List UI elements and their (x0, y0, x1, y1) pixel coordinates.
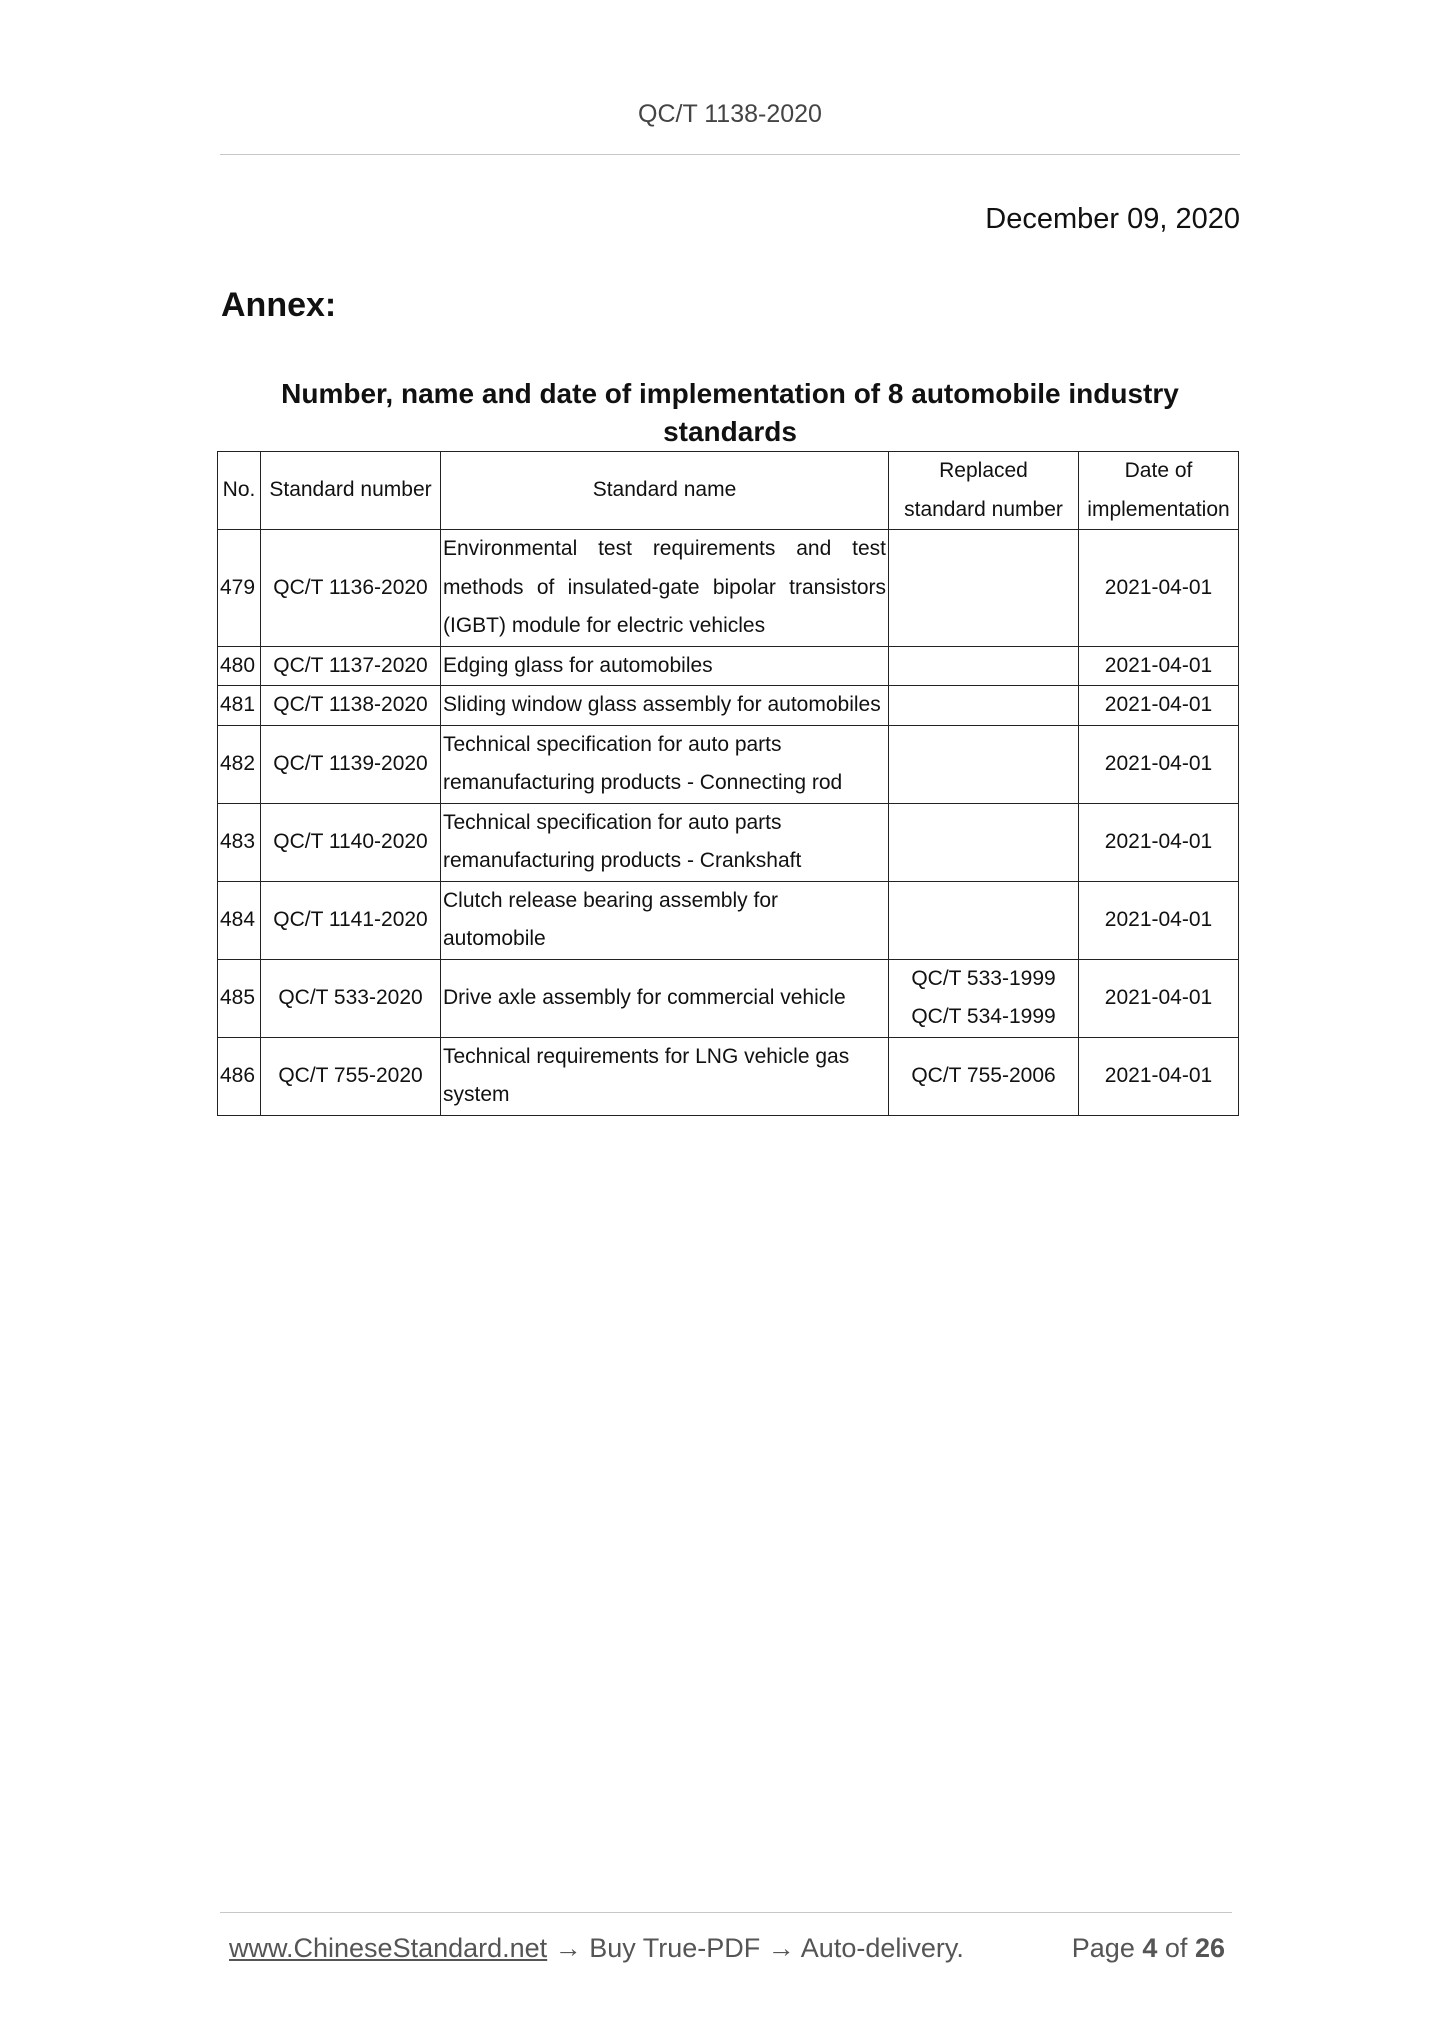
row-standard-number-cell: QC/T 1139-2020 (261, 725, 441, 803)
arrow-right-icon: → (554, 1933, 582, 1963)
row-standard-number-cell: QC/T 1138-2020 (261, 686, 441, 726)
header-standard-number: Standard number (261, 452, 441, 530)
page-indicator (1072, 1933, 1225, 1964)
row-standard-number-cell: QC/T 1136-2020 (261, 530, 441, 647)
replaced-standard-number: QC/T 534-1999 (911, 1005, 1056, 1028)
row-standard-number-cell: QC/T 1140-2020 (261, 803, 441, 881)
table-row (218, 646, 1239, 686)
replaced-standard-number: QC/T 533-1999 (911, 966, 1056, 990)
row-implementation-date-cell: 2021-04-01 (1079, 803, 1239, 881)
page-prefix: Page (1071, 1933, 1135, 1963)
row-standard-name-cell: Technical requirements for LNG vehicle gas system (441, 1037, 889, 1115)
row-no-cell: 485 (218, 959, 261, 1037)
row-implementation-date-cell: 2021-04-01 (1079, 530, 1239, 647)
document-code-header: QC/T 1138-2020 (638, 100, 822, 128)
row-standard-name-cell: Drive axle assembly for commercial vehicle (441, 959, 889, 1037)
row-replaced-standard-cell (889, 686, 1079, 726)
table-row (218, 959, 1239, 1037)
table-title: Number, name and date of implementation of 8 automobile industry standards (281, 378, 1179, 447)
row-replaced-standard-cell (889, 959, 1079, 1037)
row-replaced-standard-cell (889, 881, 1079, 959)
row-standard-name-cell: Technical specification for auto parts remanufacturing products - Crankshaft (441, 803, 889, 881)
page-of: of (1164, 1933, 1188, 1963)
row-standard-number-cell: QC/T 1137-2020 (261, 646, 441, 686)
row-implementation-date-cell: 2021-04-01 (1079, 881, 1239, 959)
table-row (218, 803, 1239, 881)
row-standard-number-cell: QC/T 533-2020 (261, 959, 441, 1037)
site-link[interactable]: www.ChineseStandard.net (229, 1933, 548, 1963)
replaced-standard-number: QC/T 755-2006 (911, 1063, 1056, 1087)
footer-divider (220, 1912, 1232, 1913)
page-current: 4 (1142, 1933, 1158, 1963)
row-replaced-standard-cell (889, 530, 1079, 647)
page-total: 26 (1194, 1933, 1225, 1963)
table-row (218, 530, 1239, 647)
row-no-cell: 480 (218, 646, 261, 686)
row-no-cell: 482 (218, 725, 261, 803)
header-replaced-line2: standard number (904, 497, 1063, 521)
header-replaced-line1: Replaced (939, 459, 1028, 482)
row-standard-name-cell: Edging glass for automobiles (441, 646, 889, 686)
table-row (218, 725, 1239, 803)
row-standard-name-cell: Technical specification for auto parts remanufacturing products - Connecting rod (441, 725, 889, 803)
buy-pdf-text: Buy True-PDF (589, 1933, 761, 1963)
publication-date: December 09, 2020 (985, 203, 1240, 235)
header-replaced-standard-number (889, 452, 1079, 530)
row-implementation-date-cell: 2021-04-01 (1079, 725, 1239, 803)
row-no-cell: 483 (218, 803, 261, 881)
table-body (218, 530, 1239, 1116)
table-row (218, 1037, 1239, 1115)
auto-delivery-text: Auto-delivery. (800, 1933, 964, 1963)
row-standard-number-cell: QC/T 1141-2020 (261, 881, 441, 959)
annex-heading: Annex: (221, 286, 337, 324)
header-no: No. (218, 452, 261, 530)
table-row (218, 686, 1239, 726)
row-implementation-date-cell: 2021-04-01 (1079, 686, 1239, 726)
row-no-cell: 481 (218, 686, 261, 726)
header-divider (220, 154, 1240, 155)
row-standard-number-cell: QC/T 755-2020 (261, 1037, 441, 1115)
footer-promo (229, 1933, 964, 1964)
header-standard-name: Standard name (441, 452, 889, 530)
standards-table (217, 451, 1239, 1116)
row-standard-name-cell: Sliding window glass assembly for automobiles (441, 686, 889, 726)
row-replaced-standard-cell (889, 725, 1079, 803)
row-no-cell: 479 (218, 530, 261, 647)
row-standard-name-cell: Clutch release bearing assembly for automobile (441, 881, 889, 959)
row-replaced-standard-cell (889, 646, 1079, 686)
row-implementation-date-cell: 2021-04-01 (1079, 1037, 1239, 1115)
row-replaced-standard-cell (889, 1037, 1079, 1115)
row-implementation-date-cell: 2021-04-01 (1079, 646, 1239, 686)
row-standard-name-cell: Environmental test requirements and test methods of insulated-gate bipolar transistors (IGBT) module for electric vehicles (441, 530, 889, 647)
row-replaced-standard-cell (889, 803, 1079, 881)
table-row (218, 881, 1239, 959)
arrow-right-icon: → (767, 1933, 795, 1963)
header-date-line1: Date of (1124, 459, 1193, 482)
header-date-line2: implementation (1087, 497, 1230, 521)
table-header-row (218, 452, 1239, 530)
row-no-cell: 484 (218, 881, 261, 959)
header-date-of-implementation (1079, 452, 1239, 530)
row-implementation-date-cell: 2021-04-01 (1079, 959, 1239, 1037)
row-no-cell: 486 (218, 1037, 261, 1115)
